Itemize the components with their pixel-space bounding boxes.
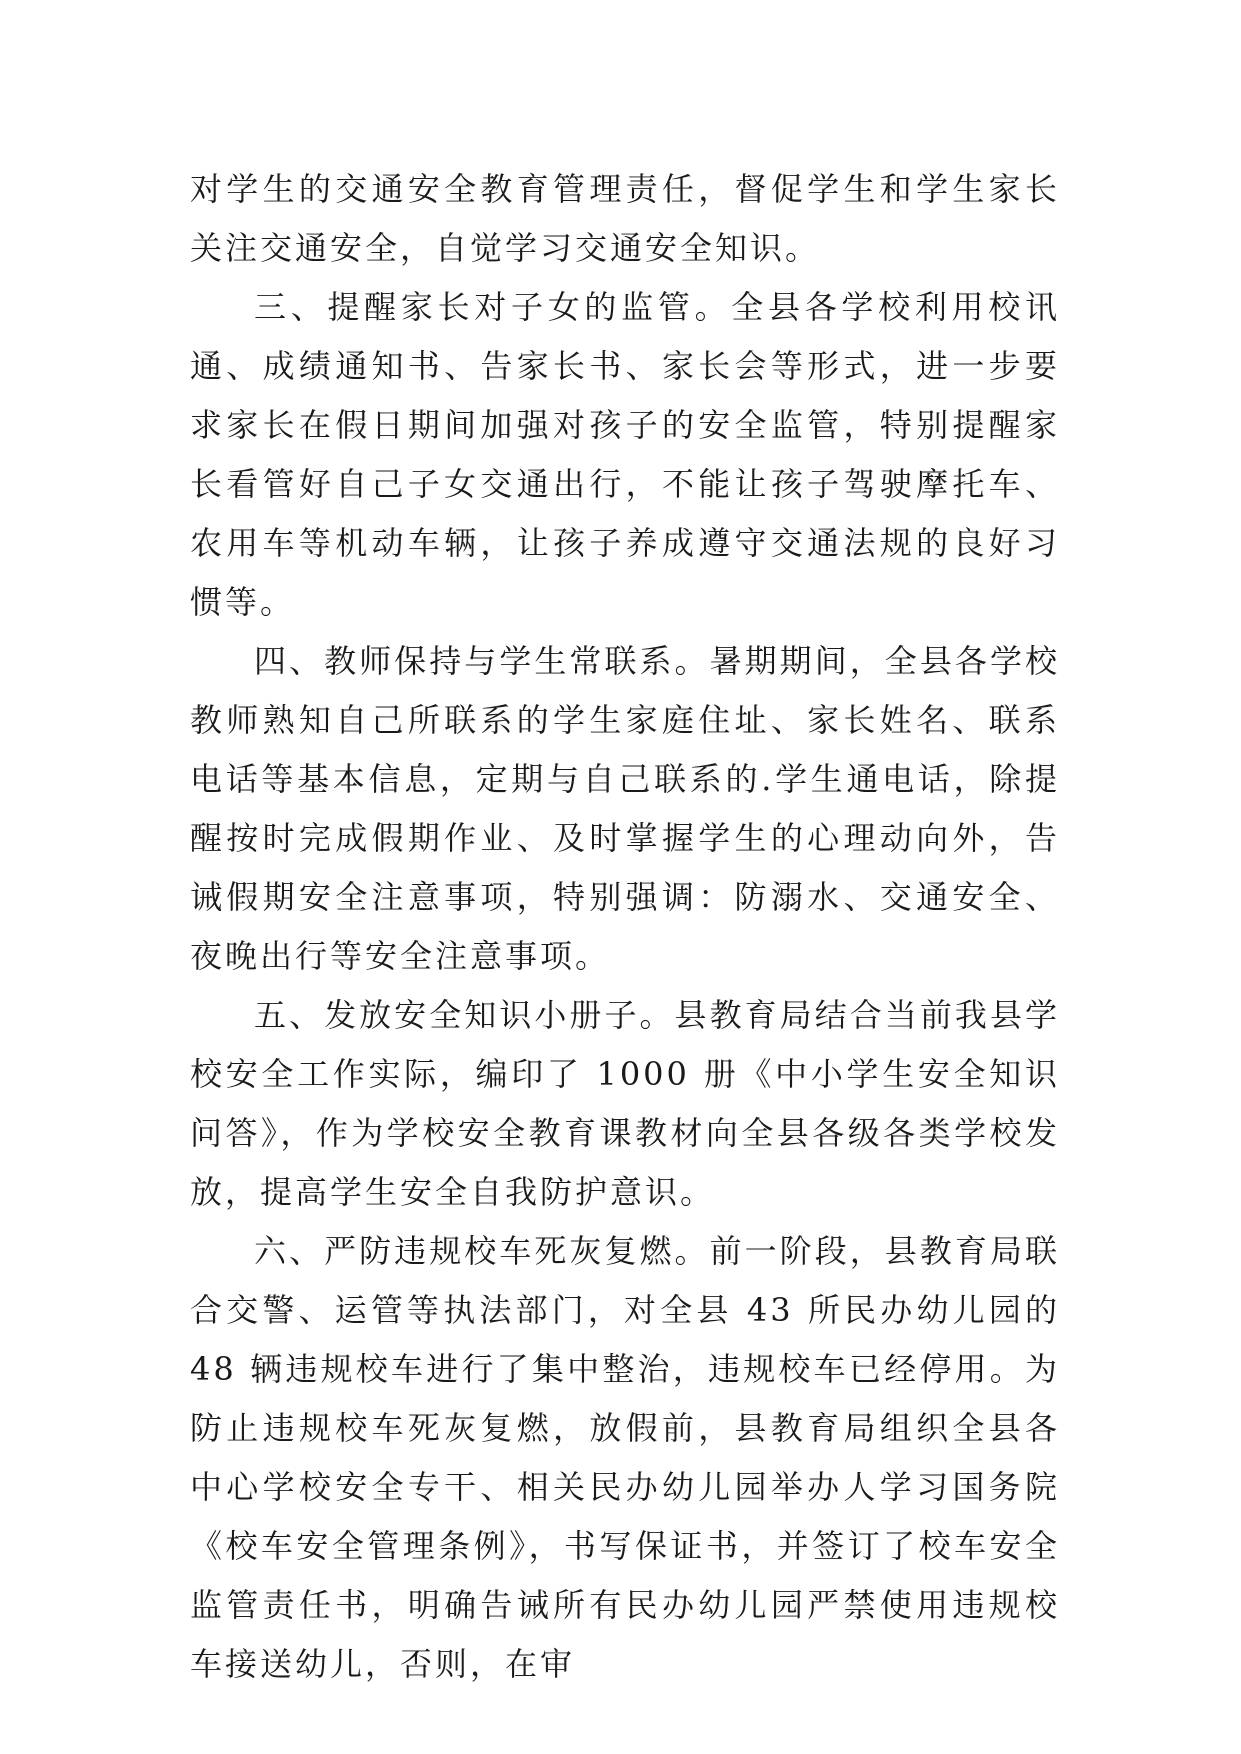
paragraph-section-four: 四、教师保持与学生常联系。暑期期间，全县各学校教师熟知自己所联系的学生家庭住址、家长姓名、联系电话等基本信息，定期与自己联系的.学生通电话，除提醒按时完成假期作业、及时掌握学生的心理动向外，告诫假期安全注意事项，特别强调：防溺水、交通安全、夜晚出行等安全注意事项。 bbox=[190, 642, 1060, 975]
paragraph-section-five: 五、发放安全知识小册子。县教育局结合当前我县学校安全工作实际，编印了 1000 册《中小学生安全知识问答》，作为学校安全教育课教材向全县各级各类学校发放，提高学生安全自我防护意识。 bbox=[190, 996, 1060, 1211]
paragraph-section-three: 三、提醒家长对子女的监管。全县各学校利用校讯通、成绩通知书、告家长书、家长会等形式，进一步要求家长在假日期间加强对孩子的安全监管，特别提醒家长看管好自己子女交通出行，不能让孩子驾驶摩托车、农用车等机动车辆，让孩子养成遵守交通法规的良好习惯等。 bbox=[190, 288, 1060, 621]
paragraph-section-six: 六、严防违规校车死灰复燃。前一阶段，县教育局联合交警、运管等执法部门，对全县 43 所民办幼儿园的 48 辆违规校车进行了集中整治，违规校车已经停用。为防止违规校车死灰复燃，放假前，县教育局组织全县各中心学校安全专干、相关民办幼儿园举办人学习国务院《校车安全管理条例》，书写保证书，并签订了校车安全监管责任书，明确告诫所有民办幼儿园严禁使用违规校车接送幼儿，否则，在审 bbox=[190, 1232, 1060, 1683]
paragraph-continuation: 对学生的交通安全教育管理责任，督促学生和学生家长关注交通安全，自觉学习交通安全知识。 bbox=[190, 170, 1060, 267]
document-body bbox=[190, 160, 1060, 1694]
